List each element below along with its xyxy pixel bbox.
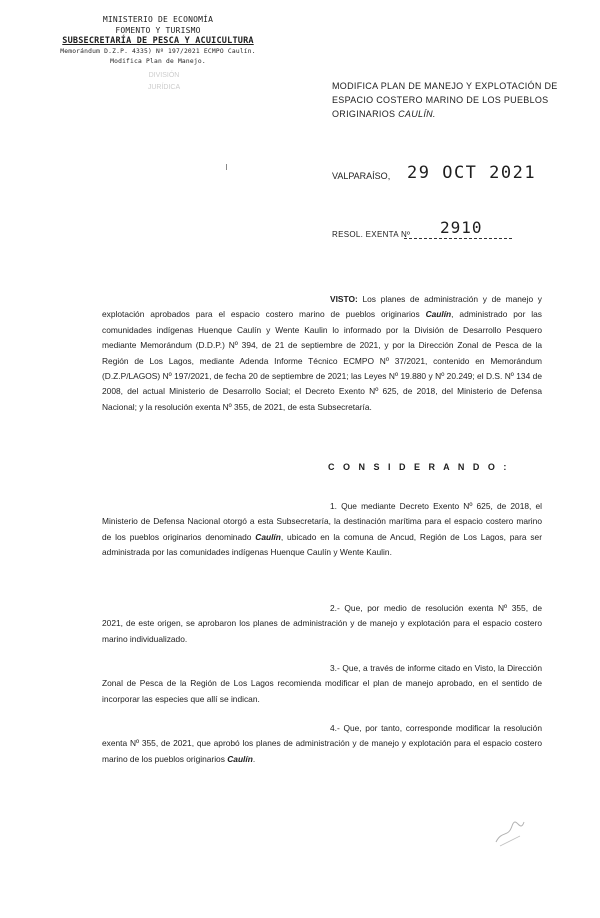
considerando-paragraph-3: 3.- Que, a través de informe citado en Visto, la Dirección Zonal de Pesca de la Región de Los Lagos recomienda modificar el plan de manejo aprobado, en el sentido de incorporar las especies que allí se indican. [102,663,542,704]
initials-signature-icon [490,812,530,852]
memo-reference: Memorándum D.Z.P. 4335) Nº 197/2021 ECMPO Caulín. [60,48,256,55]
visto-text-b: , administrado por las comunidades indígenas Huenque Caulín y Wente Kaulin lo informado por la División de Desarrollo Pesquero mediante Memorándum (D.D.P.) Nº 394, de 21 de septiembre de 2021, y por la Dirección Zonal de Pesca de la Región de Los Lagos, mediante Adenda Informe Técnico ECMPO Nº 37/2021, contenido en Memorándum (D.Z.P/LAGOS) Nº 197/2021, de fecha 20 de septiembre de 2021; las Leyes Nº 19.880 y Nº 20.249; el D.S. Nº 134 de 2008, del actual Ministerio de Desarrollo Social; el Decreto Exento Nº 625, de 2018, del Ministerio de Defensa Nacional; y la resolución exenta Nº 355, de 2021, de esta Subsecretaría. [102,309,542,412]
considerando-paragraph-2: 2.- Que, por medio de resolución exenta Nº 355, de 2021, de este origen, se aprobaron los planes de administración y de manejo y explotación para el espacio costero marino individualizado. [102,603,542,644]
title-line-2: ESPACIO COSTERO MARINO DE LOS PUEBLOS [332,95,549,105]
title-line-1: MODIFICA PLAN DE MANEJO Y EXPLOTACIÓN DE [332,81,558,91]
title-line-3-text: ORIGINARIOS [332,109,396,119]
letterhead [58,14,258,67]
document-title [332,79,572,121]
visto-paragraph [102,292,542,415]
resolution-number: 2910 [440,218,483,237]
considerando-paragraph-4 [102,721,542,767]
stamp-line-2: JURÍDICA [147,84,181,91]
memo-reference-2: Modifica Plan de Manejo. [110,58,206,65]
ministry-name-2: FOMENTO Y TURISMO [115,26,201,35]
p1-name: Caulín [255,531,281,542]
p4-text-b: . [252,753,256,764]
title-line-3-italic: CAULÍN. [398,109,436,119]
resolution-number-line [404,238,512,239]
p4-name: Caulín [227,753,253,764]
division-stamp [138,70,190,98]
visto-label: VISTO: [330,294,358,304]
margin-mark [226,164,227,170]
visto-text-a: Los planes de administración y de manejo y explotación aprobados para el espacio costero marino de pueblos originarios [102,294,542,320]
p1-text-a: 1. Que mediante Decreto Exento Nº 625, de 2018, el Ministerio de Defensa Nacional otorgó a esta Subsecretaría, la destinación marítima para el espacio costero marino de los pueblos originarios denominado [102,501,542,542]
subsecretaria-name: SUBSECRETARÍA DE PESCA Y ACUICULTURA [62,36,254,46]
place-label: VALPARAÍSO, [332,171,391,181]
stamp-line-1: DIVISIÓN [148,72,180,79]
date-stamp: 29 OCT 2021 [407,163,537,183]
title-line-3 [332,107,572,121]
considerando-paragraph-1 [102,499,542,561]
p1-text-b: , ubicado en la comuna de Ancud, Región de Los Lagos, para ser administrada por las comunidades indígenas Huenque Caulín y Wente Kaulin. [102,531,543,558]
considerando-heading: C O N S I D E R A N D O : [328,462,510,472]
resolution-label: RESOL. EXENTA Nº [332,230,411,239]
visto-name: Caulín [425,309,452,320]
ministry-name: MINISTERIO DE ECONOMÍA [102,15,214,24]
p4-text-a: 4.- Que, por tanto, corresponde modificar la resolución exenta Nº 355, de 2021, que aprobó los planes de administración y de manejo y explotación para el espacio costero marino de los pueblos originarios [102,723,542,764]
